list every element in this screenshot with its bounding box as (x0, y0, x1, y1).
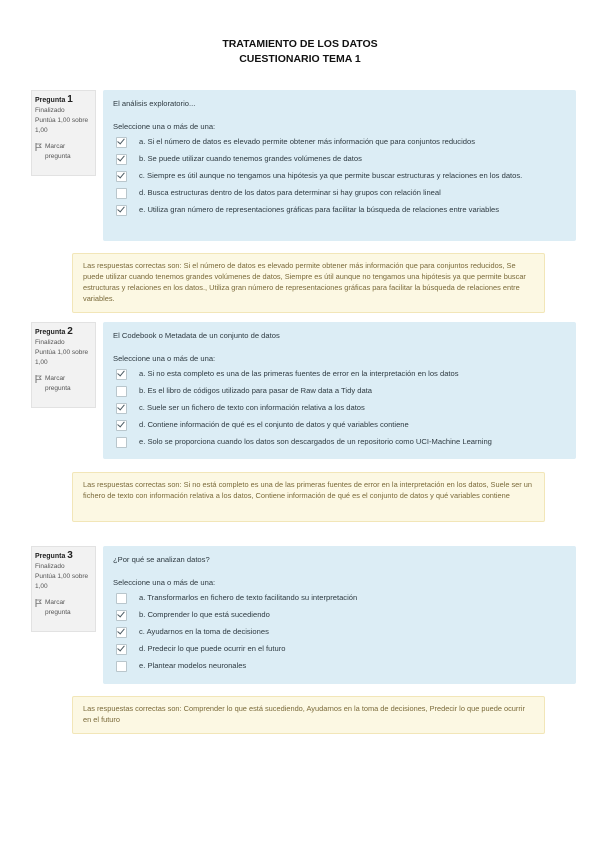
checkbox[interactable] (116, 403, 127, 414)
question-prompt: ¿Por qué se analizan datos? (113, 555, 210, 564)
answer-option[interactable]: e. Utiliza gran número de representaciones gráficas para facilitar la búsqueda de relaciones entre variables (113, 204, 566, 216)
answer-option[interactable]: d. Contiene información de qué es el conjunto de datos y qué variables contiene (113, 419, 566, 431)
flag-icon (35, 599, 42, 607)
checkbox[interactable] (116, 610, 127, 621)
feedback-box (72, 696, 545, 734)
answer-option[interactable]: d. Predecir lo que puede ocurrir en el futuro (113, 643, 566, 655)
question-content (103, 322, 576, 459)
question-content (103, 546, 576, 684)
checkbox[interactable] (116, 137, 127, 148)
question-info (31, 322, 96, 408)
question-prompt: El Codebook o Metadata de un conjunto de datos (113, 331, 280, 340)
answer-option[interactable]: a. Si no esta completo es una de las primeras fuentes de error en la interpretación en los datos (113, 368, 566, 380)
feedback-box (72, 472, 545, 522)
question-status: Finalizado (35, 339, 65, 346)
checkbox[interactable] (116, 386, 127, 397)
question-number: Pregunta 3 (35, 550, 73, 561)
document-title-block (0, 37, 600, 67)
checkbox[interactable] (116, 437, 127, 448)
flag-question-button[interactable]: Marcar pregunta (35, 598, 92, 618)
answer-option[interactable]: c. Ayudarnos en la toma de decisiones (113, 626, 566, 638)
checkbox[interactable] (116, 188, 127, 199)
checkbox[interactable] (116, 627, 127, 638)
answer-option[interactable]: b. Se puede utilizar cuando tenemos grandes volúmenes de datos (113, 153, 566, 165)
checkbox[interactable] (116, 171, 127, 182)
answer-option[interactable]: c. Suele ser un fichero de texto con información relativa a los datos (113, 402, 566, 414)
select-instruction: Seleccione una o más de una: (113, 578, 216, 587)
question-info (31, 546, 96, 632)
answer-option[interactable]: b. Comprender lo que está sucediendo (113, 609, 566, 621)
checkbox[interactable] (116, 369, 127, 380)
question-number: Pregunta 1 (35, 94, 73, 105)
answer-option[interactable]: c. Siempre es útil aunque no tengamos una hipótesis ya que permite buscar estructuras y relaciones en los datos. (113, 170, 566, 182)
question-info (31, 90, 96, 176)
flag-question-button[interactable]: Marcar pregunta (35, 374, 92, 394)
select-instruction: Seleccione una o más de una: (113, 354, 216, 363)
checkbox[interactable] (116, 154, 127, 165)
answer-option[interactable]: d. Busca estructuras dentro de los datos para determinar si hay grupos con relación lineal (113, 187, 566, 199)
question-score: Puntúa 1,00 sobre 1,00 (35, 117, 89, 134)
question-score: Puntúa 1,00 sobre 1,00 (35, 573, 89, 590)
checkbox[interactable] (116, 661, 127, 672)
checkbox[interactable] (116, 205, 127, 216)
feedback-text: Las respuestas correctas son: Si el número de datos es elevado permite obtener más información que para conjuntos reducidos, Se puede utilizar cuando tenemos grandes volúmenes de datos, Siempre es útil aunque no tengamos una hipótesis ya que permite buscar estructuras y relaciones en los datos., Utiliza gran número de representaciones gráficas para facilitar la búsqueda de relaciones entre variables. (83, 261, 526, 303)
checkbox[interactable] (116, 644, 127, 655)
question-number: Pregunta 2 (35, 326, 73, 337)
feedback-box (72, 253, 545, 313)
answer-option[interactable]: a. Si el número de datos es elevado permite obtener más información que para conjuntos reducidos (113, 136, 566, 148)
checkbox[interactable] (116, 420, 127, 431)
question-prompt: El análisis exploratorio... (113, 99, 196, 108)
answer-option[interactable]: e. Plantear modelos neuronales (113, 660, 566, 672)
answer-option[interactable]: a. Transformarlos en fichero de texto facilitando su interpretación (113, 592, 566, 604)
question-content (103, 90, 576, 241)
document-subtitle: CUESTIONARIO TEMA 1 (239, 53, 361, 65)
flag-icon (35, 143, 42, 151)
document-title: TRATAMIENTO DE LOS DATOS (222, 38, 378, 50)
flag-question-button[interactable]: Marcar pregunta (35, 142, 92, 162)
feedback-text: Las respuestas correctas son: Comprender lo que está sucediendo, Ayudarnos en la toma de decisiones, Predecir lo que puede ocurrir en el futuro (83, 704, 525, 724)
feedback-text: Las respuestas correctas son: Si no está completo es una de las primeras fuentes de error en la interpretación en los datos, Suele ser un fichero de texto con información relativa a los datos, Contiene información de qué es el conjunto de datos y qué variables contiene (83, 480, 533, 500)
flag-icon (35, 375, 42, 383)
answer-option[interactable]: b. Es el libro de códigos utilizado para pasar de Raw data a Tidy data (113, 385, 566, 397)
question-status: Finalizado (35, 563, 65, 570)
select-instruction: Seleccione una o más de una: (113, 122, 216, 131)
question-status: Finalizado (35, 107, 65, 114)
checkbox[interactable] (116, 593, 127, 604)
question-score: Puntúa 1,00 sobre 1,00 (35, 349, 89, 366)
answer-option[interactable]: e. Solo se proporciona cuando los datos son descargados de un repositorio como UCI-Machine Learning (113, 436, 566, 448)
